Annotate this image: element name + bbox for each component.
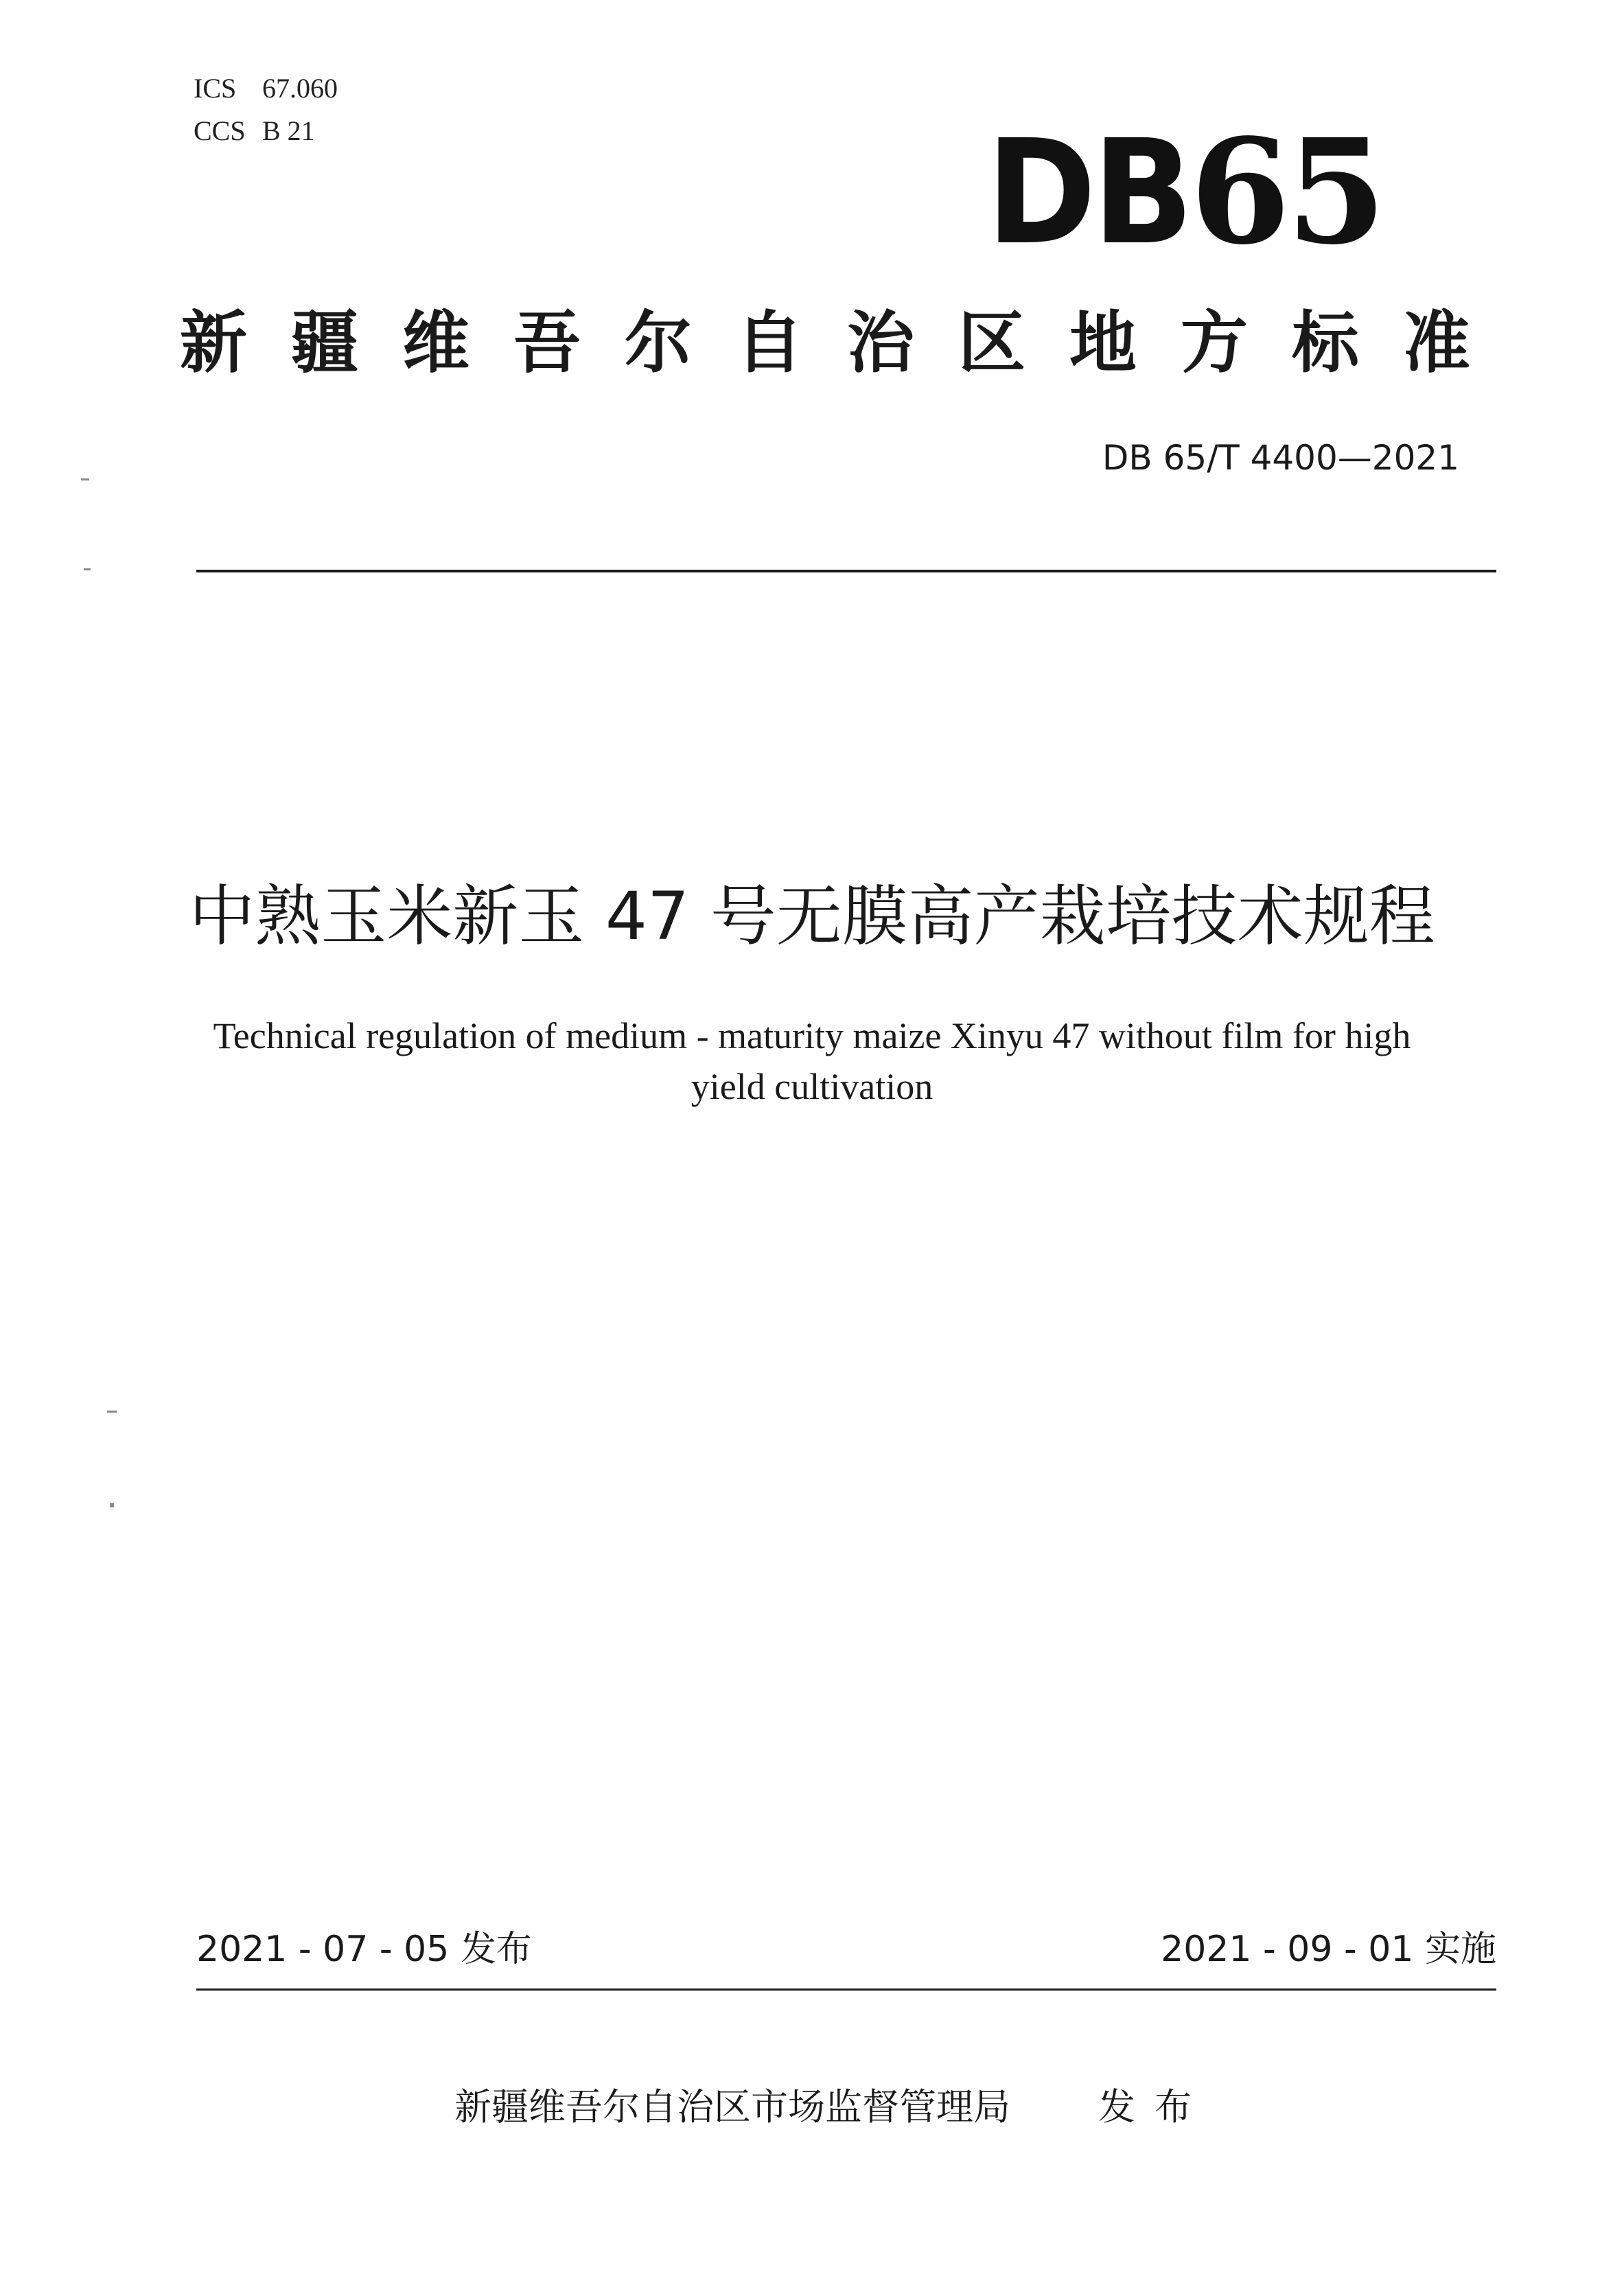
ccs-value: B 21 (262, 115, 315, 146)
standard-number: DB 65/T 4400—2021 (1102, 438, 1459, 478)
ics-code (194, 67, 338, 110)
scan-speck (81, 478, 89, 480)
publish-date: 2021 - 07 - 05 发布 (196, 1929, 532, 1970)
issue-action: 发布 (1098, 2085, 1211, 2129)
ccs-label: CCS (194, 115, 246, 146)
document-title-english: Technical regulation of medium - maturity maize Xinyu 47 without film for high yield cultivation (213, 1015, 1411, 1107)
footer-divider (196, 1988, 1496, 1991)
classification-codes (194, 67, 338, 152)
scan-speck (107, 1411, 117, 1413)
scan-speck (110, 1503, 114, 1507)
header-divider (196, 570, 1496, 572)
standard-type-heading: 新疆维吾尔自治区地方标准 (180, 304, 1470, 382)
logo-db-text: DB (986, 108, 1190, 277)
db-logo (968, 107, 1382, 277)
logo-number: 65 (1190, 107, 1382, 277)
effective-date: 2021 - 09 - 01 实施 (1161, 1929, 1496, 1970)
ccs-code (194, 110, 338, 152)
ics-value: 67.060 (262, 73, 338, 104)
issuing-authority: 新疆维吾尔自治区市场监督管理局 (454, 2085, 1010, 2129)
document-title-chinese: 中熟玉米新玉 47 号无膜高产栽培技术规程 (189, 878, 1435, 955)
scan-speck (84, 568, 91, 570)
ics-label: ICS (194, 73, 237, 104)
